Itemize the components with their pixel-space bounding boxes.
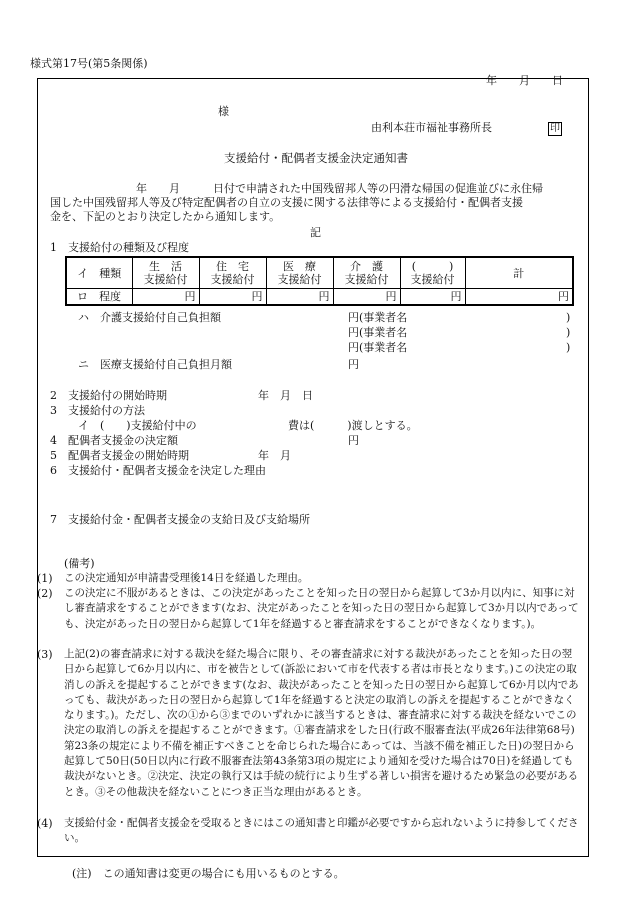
item-3: 3 支援給付の方法 bbox=[50, 404, 145, 417]
item-4: 4 配偶者支援金の決定額 bbox=[50, 434, 178, 447]
amount-housing: 円 bbox=[199, 289, 266, 306]
intro-line-3: 金を、下記のとおり決定したから通知します。 bbox=[50, 210, 281, 223]
item-3-sub: イ ( )支援給付中の bbox=[78, 419, 197, 432]
remark-1-text: この決定通知が申請書受理後14日を経過した理由。 bbox=[64, 572, 309, 584]
notice-form bbox=[37, 74, 589, 857]
remark-4-number: (4) bbox=[37, 817, 53, 830]
item-4-unit: 円 bbox=[348, 434, 359, 447]
item-2-date: 年 月 日 bbox=[258, 389, 313, 402]
benefit-table bbox=[65, 256, 574, 306]
header-other: ( ) 支援給付 bbox=[400, 257, 465, 289]
header-housing: 住 宅 支援給付 bbox=[199, 257, 266, 289]
item-3-sub-2: 費は( )渡しとする。 bbox=[288, 419, 418, 432]
amount-living: 円 bbox=[132, 289, 199, 306]
close-paren-2: ) bbox=[566, 326, 571, 339]
header-living: 生 活 支援給付 bbox=[132, 257, 199, 289]
care-copay-label: ハ 介護支援給付自己負担額 bbox=[78, 311, 221, 324]
care-copay-entry-3: 円(事業者名 bbox=[348, 341, 408, 354]
remark-3-number: (3) bbox=[37, 648, 53, 661]
medical-copay-label: ニ 医療支援給付自己負担月額 bbox=[78, 358, 232, 371]
header-total: 計 bbox=[465, 257, 573, 289]
medical-copay-unit: 円 bbox=[348, 358, 359, 371]
amount-total: 円 bbox=[465, 289, 573, 306]
amount-care: 円 bbox=[333, 289, 400, 306]
header-care: 介 護 支援給付 bbox=[333, 257, 400, 289]
row-label-degree: ロ 程度 bbox=[66, 289, 132, 306]
document-title: 支援給付・配偶者支援金決定通知書 bbox=[224, 151, 408, 165]
remarks-title: (備考) bbox=[64, 557, 95, 570]
remark-2-number: (2) bbox=[37, 587, 53, 600]
intro-line-2: 国した中国残留邦人等及び特定配偶者の自立の支援に関する法律等による支援給付・配偶者支援 bbox=[50, 196, 523, 209]
issuer bbox=[371, 121, 562, 136]
remark-4-text: 支援給付金・配偶者支援金を受取るときにはこの通知書と印鑑が必要ですから忘れないように持参してください。 bbox=[64, 817, 579, 845]
addressee-suffix: 様 bbox=[218, 105, 229, 118]
amount-medical: 円 bbox=[266, 289, 333, 306]
remark-3-text: 上記(2)の審査請求に対する裁決を経た場合に限り、その審査請求に対する裁決があったことを知った日の翌日から起算して6か月以内に、市を被告として(訴訟において市を代表する者は市長となります。)この決定の取消しの訴えを提起することができます(なお、裁決があったことを知った日の翌日から起算して6か月以内であっても、裁決があった日の翌日から起算して1年を経過すると決定の取消しの訴えを提起することができなくなります。)。ただし、次の①から③までのいずれかに該当するときは、審査請求に対する裁決を経ないでこの決定の取消しの訴えを提起することができます。①審査請求をした日(行政不服審査法(平成26年法律第68号)第23条の規定により不備を補正すべきことを命じられた場合にあっては、当該不備を補正した日)の翌日から起算して50日(50日以内に行政不服審査法第43条第3項の規定により通知を受けた場合は70日)を経過しても裁決がないとき。②決定、決定の執行又は手続の続行により生ずる著しい損害を避けるため緊急の必要があるとき。③その他裁決を経ないことにつき正当な理由があるとき。 bbox=[64, 648, 579, 798]
remark-2-text: この決定に不服があるときは、この決定があったことを知った日の翌日から起算して3か月以内に、知事に対し審査請求をすることができます(なお、決定があったことを知った日の翌日から起算して3か月以内であっても、決定があった日の翌日から起算して1年を経過すると審査請求をすることができなくなります。)。 bbox=[64, 587, 579, 630]
header-medical: 医 療 支援給付 bbox=[266, 257, 333, 289]
footnote: (注) この通知書は変更の場合にも用いるものとする。 bbox=[72, 867, 345, 880]
item-6: 6 支援給付・配偶者支援金を決定した理由 bbox=[50, 464, 266, 477]
intro-line-1: 年 月 日付で申請された中国残留邦人等の円滑な帰国の促進並びに永住帰 bbox=[136, 182, 543, 195]
remark-1-number: (1) bbox=[37, 572, 53, 585]
header-type: イ 種類 bbox=[66, 257, 132, 289]
close-paren-1: ) bbox=[566, 311, 571, 324]
amount-other: 円 bbox=[400, 289, 465, 306]
care-copay-entry-1: 円(事業者名 bbox=[348, 311, 408, 324]
issuer-name: 由利本荘市福祉事務所長 bbox=[371, 121, 492, 134]
ki-heading: 記 bbox=[310, 226, 321, 239]
care-copay-entry-2: 円(事業者名 bbox=[348, 326, 408, 339]
item-2: 2 支援給付の開始時期 bbox=[50, 389, 167, 402]
item-5-date: 年 月 bbox=[258, 449, 291, 462]
close-paren-3: ) bbox=[566, 341, 571, 354]
item-5: 5 配偶者支援金の開始時期 bbox=[50, 449, 189, 462]
table-header-row bbox=[66, 257, 573, 289]
item-7: 7 支援給付金・配偶者支援金の支給日及び支給場所 bbox=[50, 513, 310, 526]
issue-date: 年 月 日 bbox=[486, 74, 563, 87]
item-1-title: 1 支援給付の種類及び程度 bbox=[50, 241, 189, 254]
form-number: 様式第17号(第5条関係) bbox=[30, 57, 148, 70]
seal-mark: 印 bbox=[550, 123, 560, 134]
table-amount-row bbox=[66, 289, 573, 306]
